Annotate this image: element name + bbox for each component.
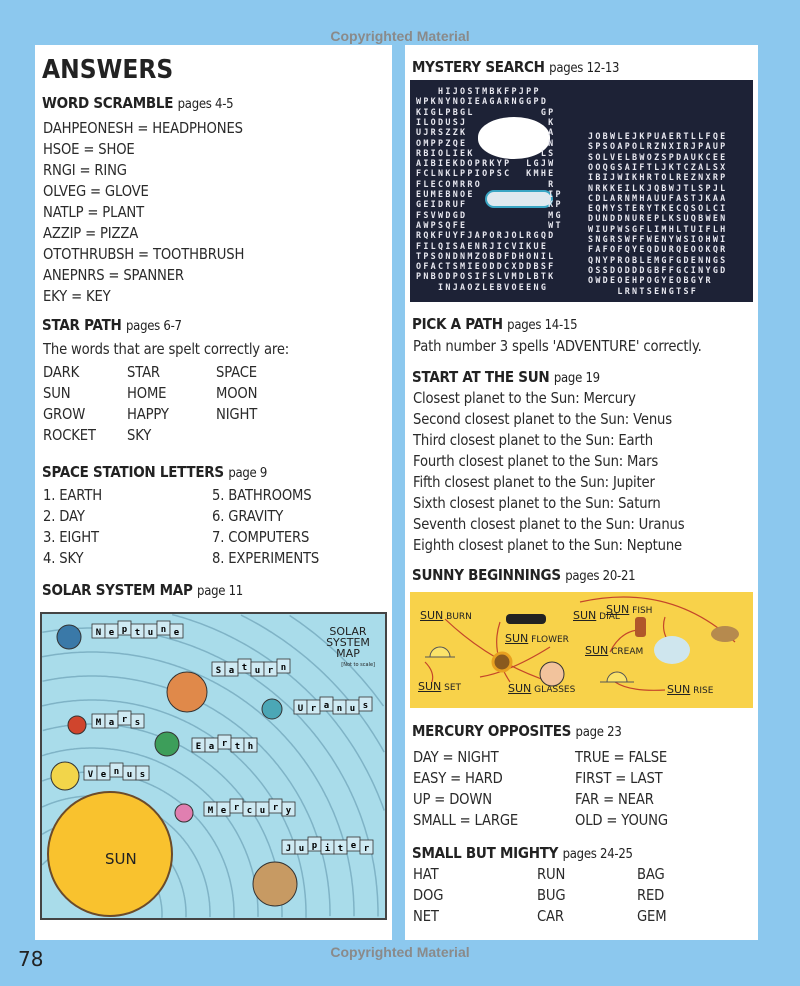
small-word: HAT	[413, 865, 439, 883]
planet-order: Seventh closest planet to the Sun: Uranus	[413, 515, 685, 533]
grid-row: SPSOAPOLRZNXIRJPAUP	[588, 141, 728, 152]
small-word: RED	[637, 886, 665, 904]
sunny-beginnings-art	[410, 592, 753, 708]
svg-text:s: s	[362, 701, 369, 711]
svg-text:r: r	[363, 844, 370, 854]
sun-word	[508, 682, 575, 695]
grid-row: FLECOMRRO R	[416, 178, 556, 189]
small-word: NET	[413, 907, 439, 925]
grid-row: SNGRSWFFWENYWSIOHWI	[588, 234, 728, 244]
correct-word: STAR	[127, 363, 160, 381]
mystery-search-grid	[410, 80, 753, 302]
heading-pages: page 11	[197, 584, 243, 599]
svg-text:a: a	[208, 742, 215, 752]
page-title: ANSWERS	[42, 55, 174, 85]
svg-text:e: e	[173, 628, 180, 638]
grid-row: OOQGSAIFTLJKTCZALSX	[588, 161, 728, 172]
grid-row: OFACTSMIEODDCXDDBSF	[416, 261, 556, 272]
grid-row: OSSDODDDGBFFGCINYGD	[588, 264, 728, 275]
grid-row: FCLNKLPPIOPSC KMHE	[416, 168, 556, 179]
svg-text:N: N	[95, 628, 102, 638]
small-word: CAR	[537, 907, 564, 925]
correct-word: GROW	[43, 405, 86, 423]
planet-venus-icon	[51, 762, 79, 790]
svg-text:a: a	[108, 718, 115, 728]
svg-text:a: a	[228, 666, 235, 676]
svg-text:u: u	[349, 704, 356, 714]
grid-row: IBIJWIKHRTOLREZNXRP	[588, 172, 728, 183]
opposite-pair: TRUE = FALSE	[575, 748, 668, 766]
grid-row: GEIDRUF KP	[416, 199, 563, 210]
scramble-answer: RNGI = RING	[43, 161, 127, 179]
svg-text:t: t	[234, 742, 241, 752]
planet-order: Fifth closest planet to the Sun: Jupiter	[413, 473, 655, 491]
svg-text:s: s	[139, 770, 146, 780]
planet-mercury-icon	[175, 804, 193, 822]
svg-text:p: p	[121, 625, 128, 635]
svg-text:u: u	[254, 666, 261, 676]
sun-suffix: FLOWER	[531, 635, 569, 645]
sun-prefix: SUN	[667, 683, 691, 696]
svg-text:M: M	[207, 806, 214, 816]
pick-path-answer: Path number 3 spells 'ADVENTURE' correctly.	[413, 337, 702, 355]
planet-earth-icon	[155, 732, 179, 756]
small_mighty-heading	[412, 844, 633, 862]
svg-text:c: c	[246, 806, 253, 816]
solar_map-heading	[42, 581, 243, 599]
svg-text:V: V	[87, 770, 94, 780]
sun-prefix: SUN	[505, 632, 529, 645]
opposite-pair: SMALL = LARGE	[413, 811, 519, 829]
small-word: BAG	[637, 865, 665, 883]
sun-prefix: SUN	[508, 682, 532, 695]
map-note: [Not to scale]	[341, 662, 375, 668]
opposite-pair: DAY = NIGHT	[413, 748, 499, 766]
svg-text:h: h	[247, 742, 254, 752]
grid-row: HIJOSTMBKFPJPP	[416, 86, 541, 96]
grid-row: CDLARNMHAUUFASTJKAA	[588, 192, 728, 203]
planet-neptune-icon	[57, 625, 81, 649]
heading-pages: pages 14-15	[507, 318, 578, 333]
sun-suffix: BURN	[446, 612, 472, 622]
grid-row: INJAOZLEBVOEENG	[416, 281, 549, 292]
svg-text:r: r	[233, 803, 240, 813]
sunflower-icon	[493, 653, 511, 671]
svg-text:i: i	[324, 844, 331, 854]
sun-suffix: DIAL	[599, 612, 620, 622]
heading-text: START AT THE SUN	[412, 368, 550, 386]
planet-order: Sixth closest planet to the Sun: Saturn	[413, 494, 661, 512]
svg-text:S: S	[215, 666, 222, 676]
station-answer: 2. DAY	[43, 507, 85, 525]
word_scramble-heading	[42, 94, 233, 112]
grid-row: FAFOFQYEQDURQEOOKQR	[588, 244, 728, 255]
station-answer: 6. GRAVITY	[212, 507, 284, 525]
svg-text:r: r	[272, 803, 279, 813]
small-word: BUG	[537, 886, 566, 904]
svg-text:M: M	[95, 718, 102, 728]
opposite-pair: UP = DOWN	[413, 790, 492, 808]
small-word: DOG	[413, 886, 444, 904]
svg-text:r: r	[221, 739, 228, 749]
svg-text:t: t	[337, 844, 344, 854]
sunny-heading	[412, 566, 635, 584]
svg-text:U: U	[297, 704, 304, 714]
solar-system-map	[40, 612, 387, 920]
heading-text: SOLAR SYSTEM MAP	[42, 581, 193, 599]
svg-text:u: u	[147, 628, 154, 638]
sunglasses-icon	[506, 614, 546, 624]
scramble-answer: OTOTHRUBSH = TOOTHBRUSH	[43, 245, 245, 263]
sun-word	[418, 680, 461, 693]
sun-word	[606, 603, 652, 616]
start_at_sun-heading	[412, 368, 600, 386]
heading-pages: pages 20-21	[565, 569, 636, 584]
sun-prefix: SUN	[573, 609, 597, 622]
station-answer: 4. SKY	[43, 549, 84, 567]
sun-word	[667, 683, 713, 696]
star_path-heading	[42, 316, 182, 334]
mercury-heading	[412, 722, 622, 740]
svg-text:a: a	[323, 701, 330, 711]
svg-text:p: p	[311, 841, 318, 851]
planet-order: Closest planet to the Sun: Mercury	[413, 389, 636, 407]
heading-text: SMALL BUT MIGHTY	[412, 844, 559, 862]
grid-row: PNBODPOSIFSLVMDLBTK	[416, 271, 556, 282]
station-answer: 7. COMPUTERS	[212, 528, 310, 546]
svg-text:r: r	[267, 666, 274, 676]
heading-pages: pages 12-13	[549, 61, 620, 76]
grid-row: OWDEOEHPOGYEOBGYR	[588, 275, 713, 286]
grid-row: DUNDDNUREPLKSUQBWEN	[588, 213, 728, 224]
station-answer: 1. EARTH	[43, 486, 102, 504]
scramble-answer: AZZIP = PIZZA	[43, 224, 139, 242]
correct-word: SUN	[43, 384, 71, 402]
grid-row: JOBWLEJKPUAERTLLFQE	[588, 131, 728, 141]
copyright-top: Copyrighted Material	[330, 28, 470, 44]
sun-label: SUN	[105, 850, 137, 868]
correct-word: SPACE	[216, 363, 257, 381]
grid-row: SOLVELBWOZSPDAUKCEE	[588, 151, 728, 162]
grid-row: NRKKEILKJQBWJTLSPJL	[588, 182, 728, 193]
correct-word: MOON	[216, 384, 258, 402]
grid-row: ILODUSJ K	[416, 116, 556, 127]
svg-text:s: s	[134, 718, 141, 728]
space_station-heading	[42, 463, 267, 481]
station-answer: 8. EXPERIMENTS	[212, 549, 320, 567]
pick_a_path-heading	[412, 315, 577, 333]
copyright-bottom: Copyrighted Material	[330, 944, 470, 960]
heading-pages: page 9	[228, 466, 268, 481]
grid-row: RQKFUYFJAPORJOLRGQD	[416, 230, 556, 241]
sunset-icon	[425, 647, 455, 657]
scramble-answer: HSOE = SHOE	[43, 140, 135, 158]
grid-row: OMPPZQE N	[416, 137, 556, 148]
planet-order: Second closest planet to the Sun: Venus	[413, 410, 672, 428]
svg-text:y: y	[285, 806, 292, 816]
opposite-pair: OLD = YOUNG	[575, 811, 668, 829]
svg-text:e: e	[220, 806, 227, 816]
sun-word	[585, 644, 643, 657]
sun-suffix: CREAM	[611, 647, 644, 657]
svg-text:t: t	[134, 628, 141, 638]
planet-order: Third closest planet to the Sun: Earth	[413, 431, 653, 449]
sunrise-icon	[600, 672, 634, 682]
heading-pages: pages 4-5	[177, 97, 234, 112]
opposite-pair: FIRST = LAST	[575, 769, 663, 787]
svg-text:n: n	[280, 663, 287, 673]
sun-prefix: SUN	[420, 609, 444, 622]
heading-pages: page 19	[553, 371, 600, 386]
heading-pages: pages 6-7	[126, 319, 182, 334]
station-answer: 3. EIGHT	[43, 528, 99, 546]
heading-text: PICK A PATH	[412, 315, 503, 333]
grid-row: AIBIEKDOPRKYP LGJW	[416, 158, 556, 169]
sundial-icon	[711, 626, 739, 642]
sun-prefix: SUN	[606, 603, 630, 616]
svg-text:n: n	[113, 767, 120, 777]
star-path-intro: The words that are spelt correctly are:	[43, 340, 290, 358]
grid-row: EQMYSTERYTKECQSOLCI	[588, 203, 728, 214]
svg-text:E: E	[195, 742, 202, 752]
sun-word	[420, 609, 472, 622]
scramble-answer: EKY = KEY	[43, 287, 111, 305]
correct-word: ROCKET	[43, 426, 96, 444]
correct-word: DARK	[43, 363, 80, 381]
sun-suffix: GLASSES	[534, 685, 576, 695]
suncream-icon	[635, 617, 646, 637]
sun-word	[505, 632, 569, 645]
heading-text: MERCURY OPPOSITES	[412, 722, 572, 740]
planet-saturn-icon	[167, 672, 207, 712]
map-title: SOLAR SYSTEM MAP	[326, 625, 370, 660]
sun-suffix: FISH	[632, 606, 653, 616]
grid-row: KIGLPBGL GP	[416, 106, 556, 117]
scramble-answer: NATLP = PLANT	[43, 203, 145, 221]
svg-text:e: e	[350, 841, 357, 851]
sunfish-icon	[654, 636, 690, 664]
planet-jupiter-icon	[253, 862, 297, 906]
heading-text: SUNNY BEGINNINGS	[412, 566, 561, 584]
planet-order: Fourth closest planet to the Sun: Mars	[413, 452, 659, 470]
grid-row: TPSONDNMZOBDFDHONIL	[416, 250, 556, 261]
svg-text:e: e	[100, 770, 107, 780]
svg-text:J: J	[285, 844, 292, 854]
heading-text: STAR PATH	[42, 316, 122, 334]
correct-word: HOME	[127, 384, 167, 402]
planet-mars-icon	[68, 716, 86, 734]
grid-row: UJRSZZK A	[416, 127, 556, 138]
svg-text:n: n	[336, 704, 343, 714]
small-word: RUN	[537, 865, 566, 883]
svg-text:u: u	[126, 770, 133, 780]
sun-prefix: SUN	[418, 680, 442, 693]
station-answer: 5. BATHROOMS	[212, 486, 312, 504]
svg-text:r: r	[310, 704, 317, 714]
grid-row: LRNTSENGTSF	[588, 285, 699, 296]
grid-row: FILQISAENRJICVIKUE	[416, 240, 549, 251]
correct-word: SKY	[127, 426, 152, 444]
svg-text:r: r	[121, 715, 128, 725]
grid-row: WIUPWSGFLIMHLTUIFLH	[588, 223, 728, 234]
correct-word: HAPPY	[127, 405, 169, 423]
small-word: GEM	[637, 907, 667, 925]
grid-row: RBIOLIEK LS	[416, 147, 556, 158]
grid-row: WPKNYNOIEAGARNGGPD	[416, 96, 549, 107]
scramble-answer: DAHPEONESH = HEADPHONES	[43, 119, 243, 137]
svg-text:e: e	[108, 628, 115, 638]
svg-text:u: u	[259, 806, 266, 816]
heading-pages: page 23	[575, 725, 622, 740]
sun-suffix: RISE	[693, 686, 714, 696]
planet-order: Eighth closest planet to the Sun: Neptune	[413, 536, 682, 554]
scramble-answer: ANEPNRS = SPANNER	[43, 266, 184, 284]
heading-text: SPACE STATION LETTERS	[42, 463, 224, 481]
correct-word: NIGHT	[216, 405, 258, 423]
grid-row: AWPSQFE WT	[416, 219, 563, 230]
solar-map-art	[42, 614, 385, 918]
svg-text:t: t	[241, 663, 248, 673]
sun-suffix: SET	[444, 683, 462, 693]
svg-text:n: n	[160, 625, 167, 635]
grid-row: FSVWDGD MG	[416, 209, 563, 220]
opposite-pair: FAR = NEAR	[575, 790, 654, 808]
grid-row: QNYPROBLEMGFGDENNGS	[588, 254, 728, 265]
planet-uranus-icon	[262, 699, 282, 719]
scramble-answer: OLVEG = GLOVE	[43, 182, 149, 200]
svg-text:u: u	[298, 844, 305, 854]
grid-row: EUMEBNOE IP	[416, 189, 563, 199]
opposite-pair: EASY = HARD	[413, 769, 503, 787]
mystery_search-heading	[412, 58, 619, 76]
heading-text: WORD SCRAMBLE	[42, 94, 174, 112]
sun-prefix: SUN	[585, 644, 609, 657]
heading-text: MYSTERY SEARCH	[412, 58, 545, 76]
page-number: 78	[18, 947, 44, 971]
heading-pages: pages 24-25	[562, 847, 633, 862]
